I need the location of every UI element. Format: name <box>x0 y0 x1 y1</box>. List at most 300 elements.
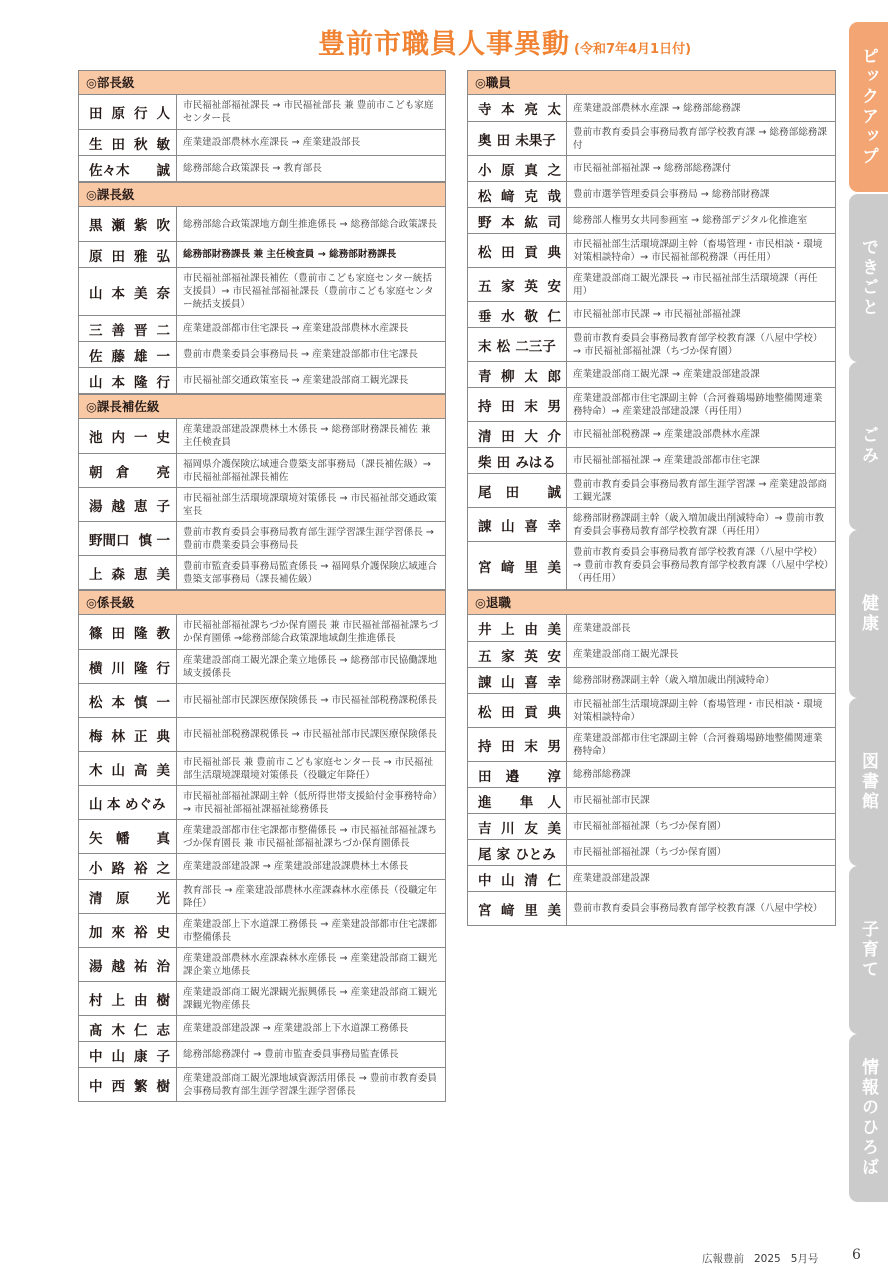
name-char: 恵 <box>134 498 148 515</box>
transfer-description: 市民福祉部長 兼 豊前市こども家庭センター長 → 市民福祉部生活環境課環境対策係長（役職定年降任） <box>183 756 434 781</box>
name-char: 生 <box>89 136 103 153</box>
page-header <box>318 22 691 61</box>
transfer-description: 市民福祉部生活環境課副主幹（畜場管理・市民相談・環境対策相談特命）→ 市民福祉部税務課（再任用） <box>573 238 823 263</box>
name-char: 田 <box>111 136 125 153</box>
person-name <box>468 668 567 693</box>
name-char: 越 <box>111 498 125 515</box>
transfer-description: 産業建設部都市住宅課副主幹（合河養鶏場跡地整備関連業務特命） <box>573 732 823 757</box>
person-name <box>468 866 567 891</box>
name-char: 松 <box>496 338 511 355</box>
index-tab[interactable] <box>849 698 888 866</box>
index-tab[interactable] <box>849 362 888 530</box>
name-char: 史 <box>156 924 170 941</box>
transfer-description: 市民福祉部福祉課長 → 市民福祉部長 兼 豊前市こども家庭センター長 <box>183 100 434 124</box>
name-char: 田 <box>501 244 515 261</box>
transfer-description: 福岡県介護保険広域連合豊築支部事務局（課長補佐級）→ 市民福祉部福祉課長補佐 <box>183 458 431 483</box>
transfer-description: 市民福祉部福祉課長補佐（豊前市こども家庭センター統括支援員）→ 市民福祉部福祉課長（豊前市こども家庭センター統括支援員） <box>183 273 434 310</box>
name-char: 隆 <box>134 626 148 642</box>
table-row <box>79 853 445 879</box>
name-char: 﨑 <box>501 559 515 576</box>
index-tab[interactable] <box>849 866 888 1034</box>
table-row <box>468 327 835 361</box>
section-heading: ◎係長級 <box>78 590 446 614</box>
section-heading: ◎課長補佐級 <box>78 394 446 418</box>
name-char: 典 <box>547 244 561 261</box>
transfer-description: 総務部財務課副主幹（歳入増加歳出削減特命）→ 豊前市教育委員会事務局教育部学校教育課（再任用） <box>573 512 824 537</box>
name-char: 末 <box>524 398 538 415</box>
table-row <box>79 453 445 487</box>
name-char: 喜 <box>524 518 538 535</box>
table-row <box>468 891 835 925</box>
name-char: 尾 <box>478 484 492 501</box>
name-char: 志 <box>156 1022 170 1039</box>
name-char: 本 <box>111 285 125 302</box>
person-name <box>468 422 567 447</box>
index-tab-label: 情報のひろば <box>858 1058 878 1178</box>
name-char: 清 <box>478 428 492 445</box>
section-heading: ◎職員 <box>467 70 836 94</box>
table-row <box>79 751 445 785</box>
transfer-description: 総務部財務課副主幹（歳入増加歳出削減特命） <box>573 675 775 686</box>
table-row <box>468 813 835 839</box>
table-row <box>79 683 445 717</box>
table-row <box>468 421 835 447</box>
transfer-description: 産業建設部商工観光課 → 産業建設部建設課 <box>573 369 760 380</box>
name-char: 由 <box>524 622 538 638</box>
name-char: めぐみ <box>125 796 166 813</box>
name-char: 松 <box>89 694 103 711</box>
name-char: 森 <box>111 566 125 583</box>
transfer-description: 産業建設部都市住宅課都市整備係長 → 市民福祉部福祉課ちづか保育園長 兼 市民福祉部福祉課ちづか保育園係長 <box>183 824 437 849</box>
name-char: 未果子 <box>515 132 556 149</box>
name-char: 五 <box>478 278 492 295</box>
name-char: 克 <box>524 188 538 205</box>
name-char: 西 <box>111 1078 125 1095</box>
transfer-description: 総務部総務課 <box>573 769 631 780</box>
person-name <box>468 840 567 865</box>
transfer-description: 豊前市監査委員事務局監査係長 → 福岡県介護保険広域連合豊築支部事務局（課長補佐級） <box>183 560 437 585</box>
index-tab[interactable] <box>849 22 888 192</box>
name-char: 恵 <box>134 566 148 583</box>
name-char: 真 <box>156 830 170 847</box>
person-name <box>79 684 177 717</box>
name-char: 敬 <box>524 308 538 325</box>
name-char: 安 <box>547 278 561 295</box>
name-char: 家 <box>501 648 515 665</box>
table-row <box>79 155 445 181</box>
name-char: 二三子 <box>515 338 556 355</box>
name-char: 仁 <box>134 1022 148 1039</box>
table-row <box>79 367 445 393</box>
name-char: 吹 <box>156 218 170 234</box>
table-row <box>79 555 445 589</box>
person-name <box>79 718 177 751</box>
table-row <box>79 419 445 453</box>
name-char: 典 <box>156 728 170 745</box>
name-char: 諌 <box>478 518 492 535</box>
name-char: 邉 <box>505 768 520 785</box>
person-name <box>79 368 177 393</box>
index-tab-label: 図書館 <box>858 752 878 812</box>
name-char: 上 <box>89 566 103 583</box>
name-char: 野 <box>478 214 492 231</box>
person-name <box>79 948 177 981</box>
name-char: 松 <box>478 188 492 205</box>
name-char: 佐々木 <box>89 162 130 179</box>
name-char: 司 <box>547 214 561 231</box>
name-char: 里 <box>524 559 538 576</box>
transfer-description: 産業建設部商工観光課地域資源活用係長 → 豊前市教育委員会事務局教育部生涯学習課生涯学習係長 <box>183 1072 437 1097</box>
person-name <box>468 892 567 925</box>
name-char: 垂 <box>478 308 492 325</box>
name-char: 紫 <box>134 218 148 234</box>
person-name <box>468 328 567 361</box>
name-char: 英 <box>524 648 538 665</box>
personnel-table <box>78 94 446 182</box>
name-char: 行 <box>134 106 148 122</box>
name-char: 治 <box>156 958 170 975</box>
person-name <box>468 182 567 207</box>
name-char: 田 <box>496 132 511 149</box>
name-char: 亮 <box>524 102 538 118</box>
name-char: 男 <box>547 398 561 415</box>
name-char: 大 <box>524 428 538 445</box>
right-column <box>467 70 836 926</box>
name-char: 隆 <box>134 660 148 677</box>
table-row <box>79 241 445 267</box>
name-char: 田 <box>89 106 103 122</box>
transfer-description: 豊前市教育委員会事務局教育部学校教育課（八屋中学校） <box>573 903 823 914</box>
personnel-table <box>78 614 446 1102</box>
publication-year: 2025 <box>754 1253 781 1264</box>
name-char: 田 <box>111 248 125 265</box>
person-name <box>468 122 567 155</box>
person-name <box>79 1042 177 1067</box>
name-char: 山 <box>501 872 515 889</box>
page-date: (令和7年4月1日付) <box>574 42 692 57</box>
table-row <box>79 207 445 241</box>
name-char: 之 <box>156 860 170 877</box>
name-char: 宮 <box>478 902 492 919</box>
table-row <box>468 667 835 693</box>
name-char: 安 <box>547 648 561 665</box>
name-char: 典 <box>547 704 561 721</box>
index-tab-label: 健康 <box>858 594 878 634</box>
personnel-table <box>467 94 836 590</box>
transfer-description: 産業建設部建設課 → 産業建設部建設課農林土木係長 <box>183 861 409 872</box>
table-row <box>468 95 835 121</box>
index-tab[interactable] <box>849 194 888 362</box>
table-row <box>468 387 835 421</box>
transfer-description: 豊前市教育委員会事務局教育部学校教育課（八屋中学校）→ 豊前市教育委員会事務局教育部学校教育課（八屋中学校）（再任用） <box>573 547 829 584</box>
table-row <box>468 267 835 301</box>
person-name <box>79 982 177 1015</box>
transfer-description: 産業建設部都市住宅課長 → 産業建設部農林水産課長 <box>183 323 409 334</box>
name-char: 梅 <box>89 728 103 745</box>
section-heading: ◎退職 <box>467 590 836 614</box>
table-row <box>468 361 835 387</box>
name-char: 山 <box>111 762 125 779</box>
person-name <box>79 786 177 819</box>
person-name <box>468 388 567 421</box>
personnel-table <box>78 206 446 394</box>
table-row <box>79 1067 445 1101</box>
person-name <box>79 130 177 155</box>
name-char: 末 <box>478 338 492 355</box>
name-char: 一 <box>156 694 170 711</box>
personnel-table <box>78 418 446 590</box>
name-char: 美 <box>134 285 148 302</box>
name-char: 倉 <box>116 464 130 481</box>
table-row <box>79 1015 445 1041</box>
name-char: 田 <box>478 768 492 785</box>
name-char: 宮 <box>478 559 492 576</box>
name-char: 田 <box>501 428 515 445</box>
publication-name: 広報豊前 <box>702 1253 744 1264</box>
name-char: 田 <box>505 484 520 501</box>
table-row <box>79 615 445 649</box>
transfer-description: 産業建設部上下水道課工務係長 → 産業建設部都市住宅課都市整備係長 <box>183 918 437 943</box>
name-char: 慎 <box>134 694 148 711</box>
name-char: 井 <box>478 622 492 638</box>
name-char: 里 <box>524 902 538 919</box>
name-char: 山 <box>89 285 103 302</box>
name-char: 一 <box>156 348 170 365</box>
name-char: 晋 <box>134 322 148 339</box>
name-char: 柴 <box>478 454 492 471</box>
name-char: 藤 <box>111 348 125 365</box>
name-char: 末 <box>524 738 538 755</box>
name-char: 美 <box>547 820 561 837</box>
transfer-description: 産業建設部建設課 → 産業建設部上下水道課工務係長 <box>183 1023 409 1034</box>
name-char: 原 <box>89 248 103 265</box>
name-char: 﨑 <box>501 902 515 919</box>
name-char: 美 <box>547 902 561 919</box>
transfer-description: 市民福祉部市民課 <box>573 795 650 806</box>
table-row <box>79 913 445 947</box>
name-char: 隆 <box>134 374 148 391</box>
name-char: 田 <box>501 738 515 755</box>
transfer-description: 市民福祉部税務課 → 産業建設部農林水産課 <box>573 429 760 440</box>
table-row <box>468 727 835 761</box>
person-name <box>468 788 567 813</box>
name-char: 原 <box>111 106 125 122</box>
table-row <box>468 641 835 667</box>
table-row <box>79 819 445 853</box>
name-char: 本 <box>501 214 515 231</box>
name-char: 山 <box>501 518 515 535</box>
name-char: 矢 <box>89 830 103 847</box>
name-char: 美 <box>547 622 561 638</box>
name-char: 髙 <box>89 1022 103 1039</box>
table-row <box>468 541 835 589</box>
transfer-description: 豊前市教育委員会事務局教育部学校教育課 → 総務部総務課付 <box>573 126 827 151</box>
name-char: 上 <box>111 992 125 1009</box>
name-char: 教 <box>156 626 170 642</box>
name-char: 山 <box>89 796 103 813</box>
name-char: 弘 <box>156 248 170 265</box>
table-row <box>79 521 445 555</box>
table-row <box>468 155 835 181</box>
name-char: 朝 <box>89 464 103 481</box>
table-row <box>79 785 445 819</box>
transfer-description: 産業建設部農林水産課 → 総務部総務課 <box>573 102 741 114</box>
person-name <box>468 234 567 267</box>
person-name <box>79 342 177 367</box>
transfer-description: 豊前市教育委員会事務局教育部学校教育課（八屋中学校）→ 市民福祉部福祉課（ちづか保育園） <box>573 332 823 357</box>
table-row <box>79 879 445 913</box>
table-row <box>468 865 835 891</box>
name-char: 中 <box>89 1048 103 1065</box>
name-char: 繁 <box>134 1078 148 1095</box>
transfer-description: 産業建設部商工観光課長 <box>573 649 679 660</box>
transfer-description: 豊前市教育委員会事務局教育部生涯学習課生涯学習係長 → 豊前市農業委員会事務局長 <box>183 526 434 551</box>
name-char: 太 <box>547 102 561 118</box>
name-char: 持 <box>478 738 492 755</box>
name-char: 幸 <box>547 674 561 691</box>
index-tab-label: できごと <box>858 238 878 318</box>
name-char: 上 <box>501 622 515 638</box>
person-name <box>468 814 567 839</box>
table-row <box>468 121 835 155</box>
table-row <box>79 717 445 751</box>
transfer-description: 市民福祉部福祉課 → 総務部総務課付 <box>573 163 732 174</box>
name-char: 史 <box>156 430 170 446</box>
table-row <box>468 615 835 641</box>
person-name <box>79 207 177 241</box>
person-name <box>468 542 567 589</box>
name-char: 雅 <box>134 248 148 265</box>
name-char: 敏 <box>156 136 170 153</box>
index-tab[interactable] <box>849 1034 888 1202</box>
name-char: 内 <box>111 430 125 446</box>
transfer-description: 産業建設部農林水産課森林水産係長 → 産業建設部商工観光課企業立地係長 <box>183 952 437 977</box>
transfer-description: 産業建設部農林水産課長 → 産業建設部長 <box>183 137 361 148</box>
table-row <box>468 447 835 473</box>
name-char: 貢 <box>524 704 538 721</box>
name-char: 光 <box>156 890 170 907</box>
name-char: 真 <box>524 162 538 179</box>
name-char: 家 <box>501 278 515 295</box>
name-char: 樹 <box>156 1078 170 1095</box>
name-char: 山 <box>501 674 515 691</box>
person-name <box>79 268 177 315</box>
name-char: ひとみ <box>515 846 556 863</box>
person-name <box>468 156 567 181</box>
person-name <box>468 728 567 761</box>
name-char: 慎 <box>138 532 152 549</box>
person-name <box>468 448 567 473</box>
person-name <box>79 454 177 487</box>
transfer-description: 市民福祉部交通政策室長 → 産業建設部商工観光課長 <box>183 375 409 386</box>
name-char: 誠 <box>156 162 170 179</box>
name-char: 亮 <box>156 464 170 481</box>
name-char: 吉 <box>478 820 492 837</box>
transfer-description: 教育部長 → 産業建設部農林水産課森林水産係長（役職定年降任） <box>183 884 437 909</box>
transfer-description: 総務部総合政策課地方創生推進係長 → 総務部総合政策課長 <box>183 218 437 230</box>
name-char: 奥 <box>478 132 492 149</box>
name-char: 裕 <box>134 860 148 877</box>
person-name <box>79 615 177 649</box>
name-char: 﨑 <box>501 188 515 205</box>
name-char: 小 <box>89 860 103 877</box>
table-row <box>468 787 835 813</box>
name-char: 高 <box>134 762 148 779</box>
person-name <box>79 1068 177 1101</box>
name-char: 之 <box>547 162 561 179</box>
person-name <box>79 522 177 555</box>
name-char: 子 <box>156 1048 170 1065</box>
name-char: 山 <box>111 1048 125 1065</box>
name-char: 湯 <box>89 498 103 515</box>
table-row <box>468 507 835 541</box>
index-tab-label: 子育て <box>858 920 878 980</box>
table-row <box>468 233 835 267</box>
name-char: 仁 <box>547 308 561 325</box>
name-char: 家 <box>496 846 511 863</box>
name-char: 諌 <box>478 674 492 691</box>
name-char: 黒 <box>89 218 103 234</box>
name-char: 池 <box>89 430 103 446</box>
name-char: 美 <box>156 566 170 583</box>
name-char: 秋 <box>134 136 148 153</box>
transfer-description: 産業建設部建設課農林土木係長 → 総務部財務課長補佐 兼 主任検査員 <box>183 424 431 448</box>
name-char: 尾 <box>478 846 492 863</box>
person-name <box>468 208 567 233</box>
person-name <box>468 615 567 641</box>
name-char: 川 <box>501 820 515 837</box>
table-row <box>79 649 445 683</box>
transfer-description: 産業建設部商工観光課観光振興係長 → 産業建設部商工観光課観光物産係長 <box>183 986 437 1011</box>
transfer-description: 市民福祉部福祉課副主幹（低所得世帯支援給付金事務特命）→ 市民福祉部福祉課福祉総務係長 <box>183 790 438 815</box>
person-name <box>468 508 567 541</box>
table-row <box>79 487 445 521</box>
name-char: 英 <box>524 278 538 295</box>
table-row <box>79 341 445 367</box>
index-tab[interactable] <box>849 530 888 698</box>
name-char: 佐 <box>89 348 103 365</box>
transfer-description: 産業建設部商工観光課長 → 市民福祉部生活環境課（再任用） <box>573 272 818 297</box>
person-name <box>79 880 177 913</box>
table-row <box>79 267 445 315</box>
name-char: 一 <box>156 532 170 549</box>
person-name <box>468 474 567 507</box>
table-row <box>79 315 445 341</box>
name-char: 水 <box>501 308 515 325</box>
name-char: 小 <box>478 162 492 179</box>
name-char: 善 <box>111 322 125 339</box>
name-char: 原 <box>116 890 130 907</box>
section-heading: ◎課長級 <box>78 182 446 206</box>
index-tab-label: ごみ <box>858 426 878 466</box>
name-char: 湯 <box>89 958 103 975</box>
name-char: 清 <box>524 872 538 889</box>
table-row <box>468 761 835 787</box>
name-char: 二 <box>156 322 170 339</box>
name-char: 幡 <box>116 830 130 847</box>
name-char: 男 <box>547 738 561 755</box>
table-row <box>79 981 445 1015</box>
name-char: 中 <box>89 1078 103 1095</box>
person-name <box>468 694 567 727</box>
person-name <box>79 419 177 453</box>
name-char: 田 <box>496 454 511 471</box>
name-char: 雄 <box>134 348 148 365</box>
left-column <box>78 70 446 1102</box>
name-char: 松 <box>478 244 492 261</box>
transfer-description: 市民福祉部生活環境課環境対策係長 → 市民福祉部交通政策室長 <box>183 492 437 517</box>
transfer-description: 市民福祉部税務課税係長 → 市民福祉部市民課医療保険係長 <box>183 729 437 740</box>
